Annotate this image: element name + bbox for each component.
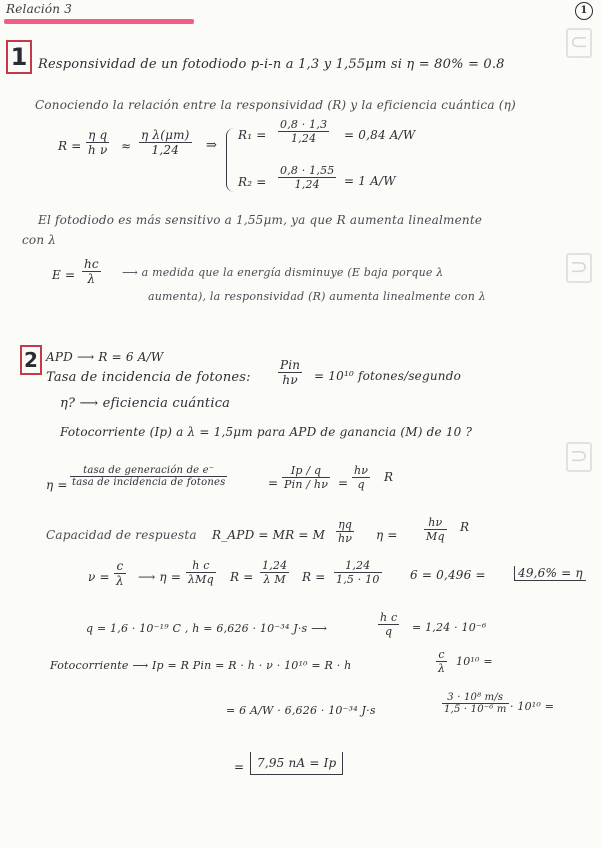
eta-124-fraction: $\frac{1,24}{\text{λ M}}$ bbox=[262, 559, 288, 586]
r-fraction-2: $\frac{\text{η λ(μm)}}{1,24}$ bbox=[141, 128, 190, 157]
page-title: Relación 3 bbox=[6, 2, 73, 16]
physical-constants: q = 1,6 · 10⁻¹⁹ C , h = 6,626 · 10⁻³⁴ J·s ⟶ bbox=[86, 622, 328, 635]
r2-fraction: $\frac{0,8 \cdot 1,55}{1,24}$ bbox=[280, 164, 335, 191]
system-bracket bbox=[226, 128, 237, 192]
bleed-through-mark: ⊂ bbox=[566, 28, 592, 58]
eta-lhs: η = bbox=[46, 478, 68, 492]
c-over-lambda-fraction: $\frac{c}{\lambda}$ bbox=[438, 648, 446, 675]
problem-1-intro: Conociendo la relación entre la responsividad (R) y la eficiencia cuántica (η) bbox=[35, 98, 516, 112]
nu-fraction: $\frac{c}{\lambda}$ bbox=[116, 559, 124, 588]
title-highlight bbox=[4, 19, 194, 24]
eta-fraction-3: $\frac{h\nu}{q}$ bbox=[354, 464, 369, 491]
eta-apd-fraction: $\frac{h\nu}{Mq}$ bbox=[426, 516, 445, 543]
response-capacity-label: Capacidad de respuesta bbox=[46, 528, 197, 542]
e-fraction: $\frac{hc}{\lambda}$ bbox=[84, 257, 99, 286]
photocurrent-question: Fotocorriente (Ip) a λ = 1,5μm para APD de ganancia (M) de 10 ? bbox=[60, 425, 473, 439]
r-lhs: R = bbox=[58, 139, 82, 153]
eta-fraction-1: tasa de generación de e⁻ tasa de incidencia de fotones bbox=[72, 465, 226, 488]
eta-hc-fraction: h c λMq bbox=[188, 559, 214, 586]
photocurrent-formula-tail: 10¹⁰ = bbox=[456, 655, 493, 668]
problem-1-conclusion-line-1: El fotodiodo es más sensitivo a 1,55μm, ya que R aumenta linealmente bbox=[38, 213, 483, 227]
energy-note-line-2: aumenta), la responsividad (R) aumenta linealmente con λ bbox=[148, 290, 486, 303]
equals-sign: = bbox=[268, 476, 279, 490]
e-lhs: E = bbox=[52, 268, 76, 282]
equals-sign: = bbox=[338, 476, 349, 490]
approx-sign: ≈ bbox=[121, 139, 132, 153]
energy-note-line-1: ⟶ a medida que la energía disminuye (E baja porque λ bbox=[122, 266, 444, 279]
r-fraction-1: $\frac{\text{η q}}{\text{h ν}}$ bbox=[88, 128, 108, 157]
problem-number-1: 1 bbox=[6, 40, 32, 74]
photocurrent-boxed-answer: 7,95 nA = Ip bbox=[250, 752, 343, 775]
responsivity-symbol: R bbox=[460, 520, 470, 534]
photon-rate-fraction: Pin hν bbox=[280, 358, 301, 387]
eta-r-equation: R = bbox=[302, 570, 326, 584]
photocurrent-substitution: = 6 A/W · 6,626 · 10⁻³⁴ J·s bbox=[226, 704, 376, 717]
efficiency-boxed-answer: 49,6% = η bbox=[514, 566, 586, 581]
problem-number-2: 2 bbox=[20, 345, 42, 375]
r2-result: = 1 A/W bbox=[344, 174, 396, 188]
r1-label: R₁ = bbox=[238, 128, 267, 142]
hc-over-q-fraction: $\frac{\text{h c}}{q}$ bbox=[380, 611, 398, 638]
problem-1-heading: Responsividad de un fotodiodo p-i-n a 1,3 y 1,55μm si η = 80% = 0.8 bbox=[38, 57, 505, 72]
page-number: 1 bbox=[575, 2, 593, 20]
equals-sign: = bbox=[234, 760, 245, 774]
eta-r-equation: R = bbox=[230, 570, 254, 584]
hc-over-q-result: = 1,24 · 10⁻⁶ bbox=[412, 621, 487, 634]
photocurrent-substitution-tail: · 10¹⁰ = bbox=[510, 700, 555, 713]
c-over-lambda-numeric-fraction: $\frac{\text{3 · 10⁸ m/s}}{\text{1,5 · 10⁻⁶ m}}$ bbox=[444, 692, 507, 715]
eta-fraction-2: Ip / q Pin / hν bbox=[284, 464, 329, 491]
apd-responsivity-fraction: $\frac{\eta q}{h\nu}$ bbox=[338, 518, 353, 545]
r1-fraction: $\frac{0,8 \cdot 1,3}{1,24}$ bbox=[280, 118, 328, 145]
apd-responsivity-equation: R_APD = MR = M bbox=[212, 528, 326, 542]
implies-arrow: ⇒ bbox=[206, 138, 218, 153]
r2-label: R₂ = bbox=[238, 175, 267, 189]
eta-apd-lhs: η = bbox=[376, 528, 398, 542]
r1-result: = 0,84 A/W bbox=[344, 128, 416, 142]
efficiency-result: 6 = 0,496 = bbox=[410, 568, 486, 582]
efficiency-question: η? ⟶ eficiencia cuántica bbox=[60, 396, 231, 411]
responsivity-symbol: R bbox=[384, 470, 394, 484]
eta-numeric-fraction: $\frac{1,24}{1,5 \cdot 10}$ bbox=[336, 559, 380, 586]
apd-responsivity: APD ⟶ R = 6 A/W bbox=[46, 350, 164, 364]
nu-lhs: ν = bbox=[88, 570, 110, 584]
bleed-through-mark: ⊃ bbox=[566, 442, 592, 472]
bleed-through-mark: ⊃ bbox=[566, 253, 592, 283]
nu-arrow: ⟶ η = bbox=[138, 570, 182, 584]
photon-rate-value: = 10¹⁰ fotones/segundo bbox=[314, 369, 462, 383]
problem-1-conclusion-line-2: con λ bbox=[22, 233, 57, 247]
photon-rate-label: Tasa de incidencia de fotones: bbox=[46, 370, 251, 385]
photocurrent-formula: Fotocorriente ⟶ Ip = R Pin = R · h · ν · 10¹⁰ = R · h bbox=[50, 659, 352, 672]
